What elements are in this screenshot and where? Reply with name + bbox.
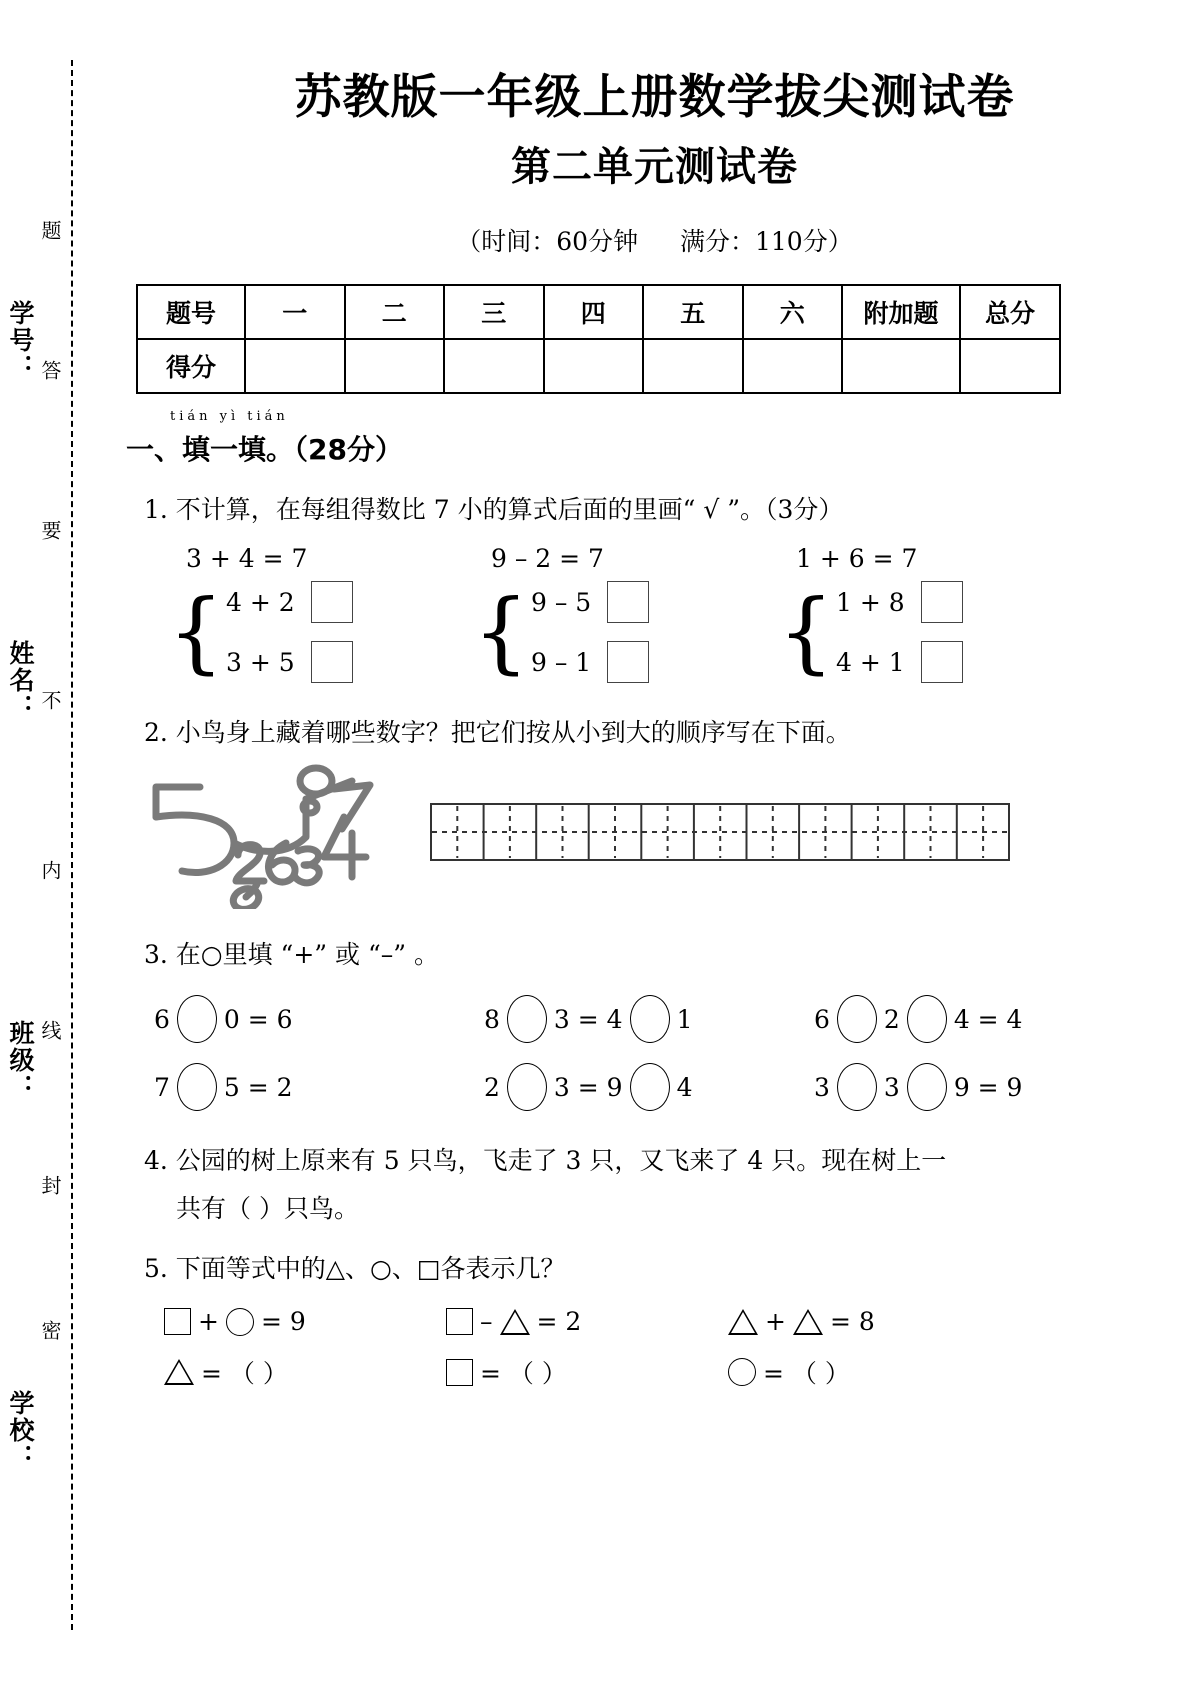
table-row-header <box>137 285 1060 339</box>
q3-item-3 <box>814 995 1144 1043</box>
question-5-answers <box>164 1354 1191 1390</box>
question-3-row-1 <box>154 995 1191 1043</box>
q1-g2-expr-1: 9 – 5 <box>531 587 592 617</box>
name-label: 姓名： <box>6 640 35 721</box>
seal-margin <box>0 0 118 1684</box>
question-2-text: 2. 小鸟身上藏着哪些数字？把它们按从小到大的顺序写在下面。 <box>144 718 851 748</box>
q5-eq2-result: = 2 <box>536 1307 582 1337</box>
col-header-4: 四 <box>544 285 644 339</box>
triangle-icon <box>728 1309 758 1335</box>
question-2-answer-grid[interactable] <box>430 803 1010 865</box>
col-header-total: 总分 <box>960 285 1060 339</box>
exam-sheet <box>118 0 1191 1684</box>
q5-eq1-op: + <box>198 1307 219 1337</box>
page-title: 苏教版一年级上册数学拔尖测试卷 <box>294 70 1015 125</box>
circle-icon <box>728 1358 756 1386</box>
section-1-heading <box>126 409 1191 468</box>
question-4-line-1: 4. 公园的树上原来有 5 只鸟，飞走了 3 只，又飞来了 4 只。现在树上一 <box>144 1146 947 1176</box>
question-2-content <box>118 759 1191 909</box>
bird-digits-illustration <box>138 759 408 909</box>
brace-icon: { <box>473 580 529 684</box>
q3-r1-i3-b: 2 <box>883 1004 900 1034</box>
page-subtitle: 第二单元测试卷 <box>511 144 798 191</box>
brace-icon: { <box>778 580 834 684</box>
score-cell-total[interactable] <box>960 339 1060 393</box>
q1-g3-checkbox-1[interactable] <box>921 581 963 623</box>
question-3-text: 3. 在○里填 “+” 或 “–” 。 <box>144 940 439 970</box>
tianzige-grid[interactable] <box>430 803 1010 861</box>
seal-char-5: 线 <box>38 1020 62 1042</box>
seal-char-3: 不 <box>38 690 62 712</box>
q3-r1-i2-a: 8 <box>484 1004 500 1034</box>
question-1-text: 1. 不计算，在每组得数比 7 小的算式后面的里画“ √ ”。（3分） <box>144 495 844 525</box>
brace-icon: { <box>168 580 224 684</box>
seal-char-4: 内 <box>38 860 62 882</box>
q3-item-1 <box>154 995 484 1043</box>
q3-item-5 <box>484 1063 814 1111</box>
square-icon <box>446 1359 473 1386</box>
col-header-2: 二 <box>345 285 445 339</box>
score-cell-bonus[interactable] <box>842 339 960 393</box>
q1-group-3-top: 1 + 6 = 7 <box>796 544 918 574</box>
q1-g3-expr-2: 4 + 1 <box>836 647 905 677</box>
q3-r2-i1-circle-1[interactable] <box>177 1063 217 1111</box>
q3-r1-i1-circle-1[interactable] <box>177 995 217 1043</box>
score-table <box>136 284 1061 394</box>
q3-r1-i2-b: 3 = 4 <box>553 1004 623 1034</box>
col-header-bonus: 附加题 <box>842 285 960 339</box>
circle-icon <box>226 1308 254 1336</box>
q3-r2-i1-a: 7 <box>154 1072 170 1102</box>
q5-answer-circle[interactable] <box>728 1354 1010 1390</box>
q3-r1-i3-circle-1[interactable] <box>837 995 877 1043</box>
q3-item-6 <box>814 1063 1144 1111</box>
q1-g3-checkbox-2[interactable] <box>921 641 963 683</box>
class-label: 班级： <box>6 1020 35 1101</box>
seal-char-6: 封 <box>38 1175 62 1197</box>
q3-item-2 <box>484 995 814 1043</box>
seal-dashed-line <box>71 60 73 1630</box>
q5-eq2-op: – <box>480 1307 493 1337</box>
q5-equation-3 <box>728 1307 1010 1336</box>
q5-answer-1-text: = （ ） <box>201 1359 288 1389</box>
q1-g2-expr-2: 9 – 1 <box>531 647 592 677</box>
q1-g1-checkbox-2[interactable] <box>311 641 353 683</box>
q3-r1-i2-circle-2[interactable] <box>630 995 670 1043</box>
col-header-1: 一 <box>245 285 345 339</box>
q3-r2-i3-a: 3 <box>814 1072 830 1102</box>
score-cell-2[interactable] <box>345 339 445 393</box>
score-cell-6[interactable] <box>743 339 843 393</box>
score-cell-1[interactable] <box>245 339 345 393</box>
q3-r2-i2-a: 2 <box>484 1072 500 1102</box>
q3-r2-i2-b: 3 = 9 <box>553 1072 623 1102</box>
question-4-line-2[interactable]: 共有（ ）只鸟。 <box>176 1194 359 1224</box>
q3-r2-i2-circle-2[interactable] <box>630 1063 670 1111</box>
q1-g1-expr-2: 3 + 5 <box>226 647 295 677</box>
col-header-5: 五 <box>643 285 743 339</box>
section-1-title: 一、填一填。（28分） <box>126 433 403 467</box>
full-score: 满分：110分） <box>680 227 853 257</box>
square-icon <box>164 1308 191 1335</box>
q3-r2-i3-c: 9 = 9 <box>953 1072 1023 1102</box>
q5-answer-2-text: = （ ） <box>480 1359 567 1389</box>
q5-equation-1 <box>164 1307 446 1336</box>
q3-r1-i3-circle-2[interactable] <box>907 995 947 1043</box>
q1-group-2 <box>473 544 778 683</box>
section-1-pinyin: tián yì tián <box>170 409 289 425</box>
q3-r1-i3-c: 4 = 4 <box>953 1004 1023 1034</box>
q3-r2-i3-circle-2[interactable] <box>907 1063 947 1111</box>
time-limit: （时间：60分钟 <box>456 227 639 257</box>
row-label-number: 题号 <box>137 285 245 339</box>
q3-r2-i1-b: 5 = 2 <box>223 1072 293 1102</box>
q3-r2-i2-c: 4 <box>676 1072 693 1102</box>
q5-eq3-op: + <box>765 1307 786 1337</box>
q3-r1-i3-a: 6 <box>814 1004 830 1034</box>
q5-equation-2 <box>446 1307 728 1336</box>
q3-r1-i1-b: 0 = 6 <box>223 1004 293 1034</box>
q3-item-4 <box>154 1063 484 1111</box>
q5-answer-square[interactable] <box>446 1354 728 1390</box>
seal-char-0: 题 <box>38 220 62 242</box>
q1-g2-checkbox-1[interactable] <box>607 581 649 623</box>
triangle-icon <box>164 1359 194 1385</box>
table-row-score <box>137 339 1060 393</box>
q3-r1-i1-a: 6 <box>154 1004 170 1034</box>
seal-char-7: 密 <box>38 1320 62 1342</box>
col-header-3: 三 <box>444 285 544 339</box>
q1-g1-expr-1: 4 + 2 <box>226 587 295 617</box>
q1-g3-expr-1: 1 + 8 <box>836 587 905 617</box>
q1-g1-checkbox-1[interactable] <box>311 581 353 623</box>
q1-group-3 <box>778 544 1083 683</box>
q1-group-1 <box>168 544 473 683</box>
triangle-icon <box>500 1309 530 1335</box>
question-1-groups <box>168 544 1191 683</box>
q3-r2-i3-b: 3 <box>883 1072 900 1102</box>
question-5-equations <box>164 1307 1191 1336</box>
q5-answer-triangle[interactable] <box>164 1354 446 1390</box>
q3-r2-i2-circle-1[interactable] <box>507 1063 547 1111</box>
student-id-label: 学号： <box>6 300 35 381</box>
score-cell-4[interactable] <box>544 339 644 393</box>
q5-eq1-result: = 9 <box>260 1307 306 1337</box>
q1-group-1-top: 3 + 4 = 7 <box>186 544 308 574</box>
q3-r1-i2-circle-1[interactable] <box>507 995 547 1043</box>
q1-group-2-top: 9 – 2 = 7 <box>491 544 604 574</box>
exam-meta <box>118 222 1191 258</box>
question-5-text: 5. 下面等式中的△、○、□各表示几？ <box>144 1254 566 1284</box>
square-icon <box>446 1308 473 1335</box>
q5-answer-3-text: = （ ） <box>763 1359 850 1389</box>
q1-g2-checkbox-2[interactable] <box>607 641 649 683</box>
q5-eq3-result: = 8 <box>829 1307 875 1337</box>
q3-r2-i3-circle-1[interactable] <box>837 1063 877 1111</box>
q3-r1-i2-c: 1 <box>676 1004 693 1034</box>
col-header-6: 六 <box>743 285 843 339</box>
row-label-score: 得分 <box>137 339 245 393</box>
question-3-row-2 <box>154 1063 1191 1111</box>
seal-char-1: 答 <box>38 360 62 382</box>
score-cell-3[interactable] <box>444 339 544 393</box>
school-label: 学校： <box>6 1390 35 1471</box>
seal-char-2: 要 <box>38 520 62 542</box>
score-cell-5[interactable] <box>643 339 743 393</box>
triangle-icon <box>793 1309 823 1335</box>
